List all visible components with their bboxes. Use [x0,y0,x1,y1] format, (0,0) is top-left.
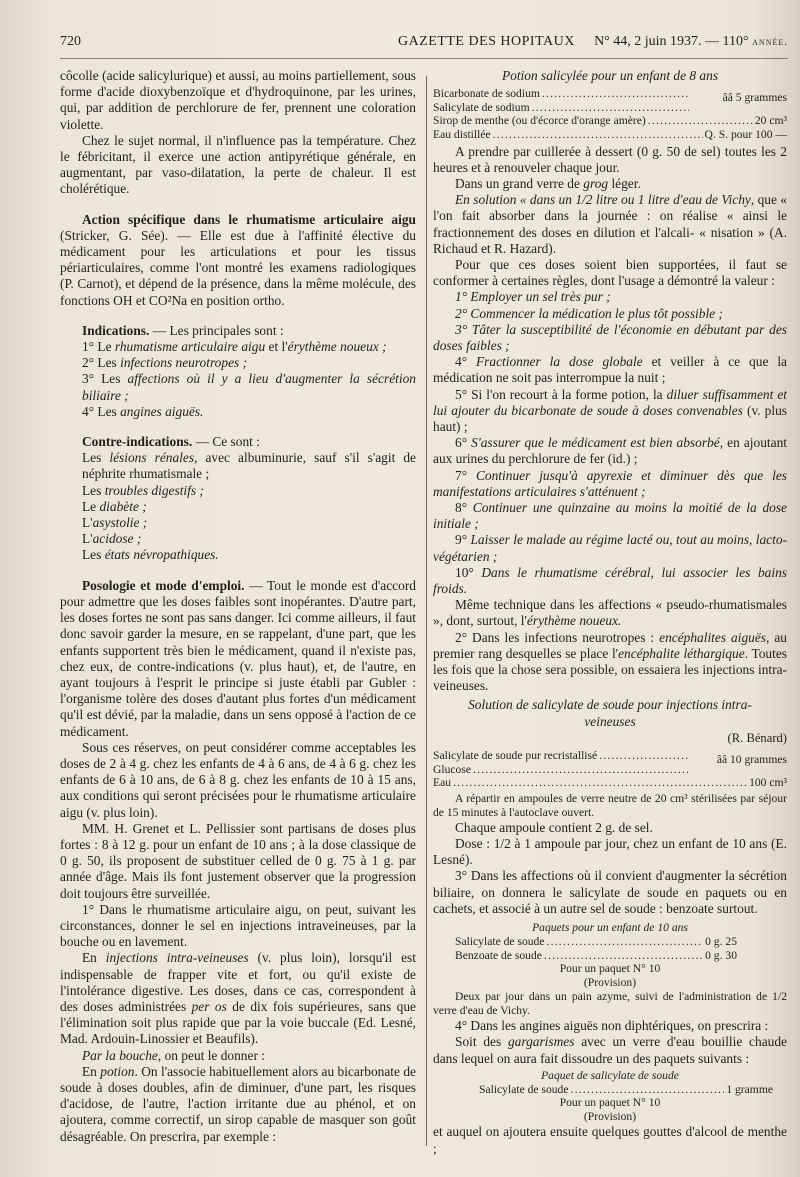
rule-item: 8° Continuer une quinzaine au moins la moitié de la dose initiale ; [433,500,787,532]
journal-title: GAZETTE DES HOPITAUX [398,34,575,49]
list-item: Les lésions rénales, avec albuminurie, sauf s'il s'agit de néphrite rhumatismale ; [82,450,416,482]
recipe-title: Paquets pour un enfant de 10 ans [532,921,688,935]
recipe-line: Salicylate de soude pur recristallisé ..... [433,749,691,763]
recipe-line: Benzoate de soude ..... 0 g. 30 [455,949,737,963]
recipe-provision: (Provision) [583,976,637,990]
recipe-for: Pour un paquet N° 10 [559,962,661,976]
rule-item: 2° Commencer la médication le plus tôt possible ; [455,305,723,321]
recipe-line: Eau distillée ..... Q. S. pour 100 — [433,128,787,142]
rule-item: 7° Continuer jusqu'à apyrexie et diminuer dès que les manifestations articulaires s'atténuent ; [433,467,787,499]
left-column [60,68,416,1145]
paragraph: A prendre par cuillerée à dessert (0 g. 50 de sel) toutes les 2 heures et à renouveler chaque jour. [433,143,787,175]
paragraph: Dose : 1/2 à 1 ampoule par jour, chez un enfant de 10 ans (E. Lesné). [433,836,787,868]
list-item: L'asystolie ; [82,515,148,531]
paragraph: côcolle (acide salicylurique) et aussi, au moins partiellement, sous forme d'acide dioxybenzoïque et d'hydroquinone, par les urines, qui, par addition de perchlorure de fer, prennent une coloration violette. [60,68,416,132]
section-posologie: Posologie et mode d'emploi. — Tout le monde est d'accord pour admettre que les doses faibles sont inopérantes. D'autre part, les doses fortes ne sont pas sans danger. Ici comme ailleurs, il faut donc savoir garder la mesure, en se rappelant, d'une part, que les enfants supportent très bien le médicament, quand il n'existe pas, chez eux, de contre-indications (v. plus haut), et, de l'autre, en ayant toujours à l'esprit le principe si juste établi par Gubler : l'organisme tolère des doses d'autant plus fortes d'un médicament qu'il est dévié, par la maladie, dans un sens opposé à l'action de ce médicament. [60,577,416,739]
paragraph: Chaque ampoule contient 2 g. de sel. [455,819,653,835]
section-indications: Indications. — Les principales sont : [82,322,284,338]
rule-item: 5° Si l'on recourt à la forme potion, la diluer suffisamment et lui ajouter du bicarbonate de soude à doses convenables (v. plus haut) ; [433,386,787,435]
paragraph: Par la bouche, on peut le donner : [82,1047,265,1063]
recipe-paquet [479,1083,773,1097]
recipe-author: (R. Bénard) [727,730,787,745]
page-number: 720 [60,34,81,49]
paragraph: En solution « dans un 1/2 litre ou 1 litre d'eau de Vichy, que « l'on fait absorber dans la journée : on réalise « ainsi le fractionnement des doses en dilution et l'alcali- « nisation » (A. Richaud et R. Hazard). [433,192,787,256]
paragraph: 4° Dans les angines aiguës non diphtériques, on prescrira : [455,1018,769,1034]
rule-item: 3° Tâter la susceptibilité de l'économie en débutant par des doses faibles ; [433,321,787,354]
paragraph: Même technique dans les affections « pseudo-rhumatismales », dont, surtout, l'érythème noueux. [433,597,787,629]
header-rule [60,58,788,59]
rule-item: 4° Fractionner la dose globale et veiller à ce que la médication ne soit pas interrompue la nuit ; [433,354,787,386]
recipe-note: A répartir en ampoules de verre neutre de 20 cm³ stérilisées par séjour de 15 minutes à l'autoclave ouvert. [433,791,787,819]
paragraph: MM. H. Grenet et L. Pellissier sont partisans de doses plus fortes : 8 à 12 g. pour un enfant de 10 ans ; à la dose classique de 0 g. 50, ils proposent de substituer celled de 0 g. 75 à 1 g. par année d'âge. Mais ils font justement observer que la progression doit toujours être surveillée. [60,820,416,901]
recipe-line: Bicarbonate de sodium ..... [433,87,691,101]
section-action: Action spécifique dans le rhumatisme articulaire aigu (Stricker, G. Sée). — Elle est due à l'affinité élective du médicament pour les articulations et pour les tissus périarticulaires, comme l'ont montré les examens radiologiques (P. Carnot), et dépend de la présence, dans la même molécule, des fonctions OH et CO²Na en position ortho. [60,211,416,308]
recipe-title: Paquet de salicylate de soude [541,1068,679,1082]
page-header [56,34,788,56]
list-item: Les états névropathiques. [82,547,219,563]
recipe-shared-qty: ââ 10 grammes [716,753,787,767]
list-item: 2° Les infections neurotropes ; [82,355,248,371]
section-heading: Action spécifique dans le rhumatisme articulaire aigu [82,211,416,227]
list-item: 4° Les angines aiguës. [82,403,204,419]
recipe-potion [433,87,787,141]
paragraph: et auquel on ajoutera ensuite quelques gouttes d'alcool de menthe ; [433,1124,787,1156]
recipe-line: Sirop de menthe (ou d'écorce d'orange amère) ..... 20 cm³ [433,114,787,128]
section-heading: Contre-indications. [82,434,193,450]
recipe-line: Salicylate de soude ..... 0 g. 25 [455,935,737,949]
recipe-line: Glucose ..... [433,763,691,777]
recipe-note: Deux par jour dans un pain azyme, suivi de l'administration de 1/2 verre d'eau de Vichy. [433,990,787,1018]
issue-info [594,34,788,50]
recipe-title: Potion salicylée pour un enfant de 8 ans [501,68,719,83]
paragraph: 2° Dans les infections neurotropes : encéphalites aiguës, au premier rang desquelles se place l'encéphalite léthargique. Toutes les fois que la chose sera possible, on essaiera les injections intra-veineuses. [433,629,787,694]
paragraph: 3° Dans les affections où il convient d'augmenter la sécrétion biliaire, on donnera le salicylate de soude en paquets ou en cachets, et associé à un autre sel de soude : benzoate surtout. [433,868,787,916]
rule-item: 1° Employer un sel très pur ; [455,289,611,305]
section-contraindications: Contre-indications. — Ce sont : [82,434,260,450]
recipe-paquets [455,935,737,962]
paragraph: Sous ces réserves, on peut considérer comme acceptables les doses de 2 à 4 g. chez les enfants de 4 à 6 ans, de 4 à 6 g. chez les enfants de 6 à 10 ans, de 6 à 8 g. chez les enfants de 10 à 15 ans, aux conditions qui seront précisées pour le rhumatisme articulaire aigu (v. plus loin). [60,739,416,820]
issue-date: N° 44, 2 juin 1937. — 110° [594,34,749,49]
section-heading: Indications. [82,322,150,338]
recipe-line: Salicylate de sodium ..... [433,101,691,115]
recipe-line: Eau ..... 100 cm³ [433,776,787,790]
paragraph: Pour que ces doses soient bien supportées, il faut se conformer à certaines règles, dont l'usage a démontré la valeur : [433,257,787,289]
list-item: 3° Les affections où il y a lieu d'augmenter la sécrétion biliaire ; [82,371,416,403]
list-item: Les troubles digestifs ; [82,482,204,498]
paragraph: En injections intra-veineuses (v. plus loin), lorsqu'il est indispensable de frapper vite et fort, ou qu'il existe de l'intolérance digestive. Les doses, dans ce cas, correspondent à des doses administrées per os de dix fois supérieures, sans que l'élimination soit plus rapide que par la voie buccale (Ed. Lesné, Mad. Ardouin-Linossier et Beaufils). [60,950,416,1047]
recipe-line: Salicylate de soude ..... 1 gramme [479,1083,773,1097]
recipe-title: Solution de salicylate de soude pour injections intra-veineuses [468,697,752,729]
paragraph: En potion. On l'associe habituellement alors au bicarbonate de soude à doses doubles, afin de diminuer, d'une part, les risques d'acidose, de l'autre, l'action irritante due au phénol, et on ajoutera, comme correctif, un sirop capable de masquer son goût désagréable. On prescrira, par exemple : [60,1063,416,1144]
paragraph: 1° Dans le rhumatisme articulaire aigu, on peut, suivant les circonstances, donner le sel en injections intraveineuses, par la bouche ou en lavement. [60,901,416,950]
paragraph: Chez le sujet normal, il n'influence pas la température. Chez le fébricitant, il exerce une action antipyrétique générale, en augmentant, par vaso-dilatation, la perte de chaleur. Il est cholérétique. [60,132,416,197]
recipe-for: Pour un paquet N° 10 [559,1096,661,1110]
column-rule [426,76,427,1146]
rule-item: 10° Dans le rhumatisme cérébral, lui associer les bains froids. [433,564,788,597]
list-item: Le diabète ; [82,498,147,514]
paragraph: Dans un grand verre de grog léger. [455,175,641,191]
right-column [433,68,787,1157]
recipe-provision: (Provision) [583,1110,637,1124]
section-heading: Posologie et mode d'emploi. [82,577,245,593]
list-item: L'acidose ; [82,531,142,547]
list-item: 1° Le rhumatisme articulaire aigu et l'érythème noueux ; [82,339,387,355]
recipe-solution [433,749,787,790]
recipe-shared-qty: ââ 5 grammes [722,91,787,105]
rule-item: 6° S'assurer que le médicament est bien absorbé, en ajoutant aux urines du perchlorure de fer (id.) ; [433,435,787,467]
paragraph: Soit des gargarismes avec un verre d'eau bouillie chaude dans lequel on aura fait dissoudre un des paquets suivants : [433,1034,787,1066]
rule-item: 9° Laisser le malade au régime lacté ou, tout au moins, lacto-végétarien ; [433,532,787,564]
issue-suffix: année. [752,36,788,48]
